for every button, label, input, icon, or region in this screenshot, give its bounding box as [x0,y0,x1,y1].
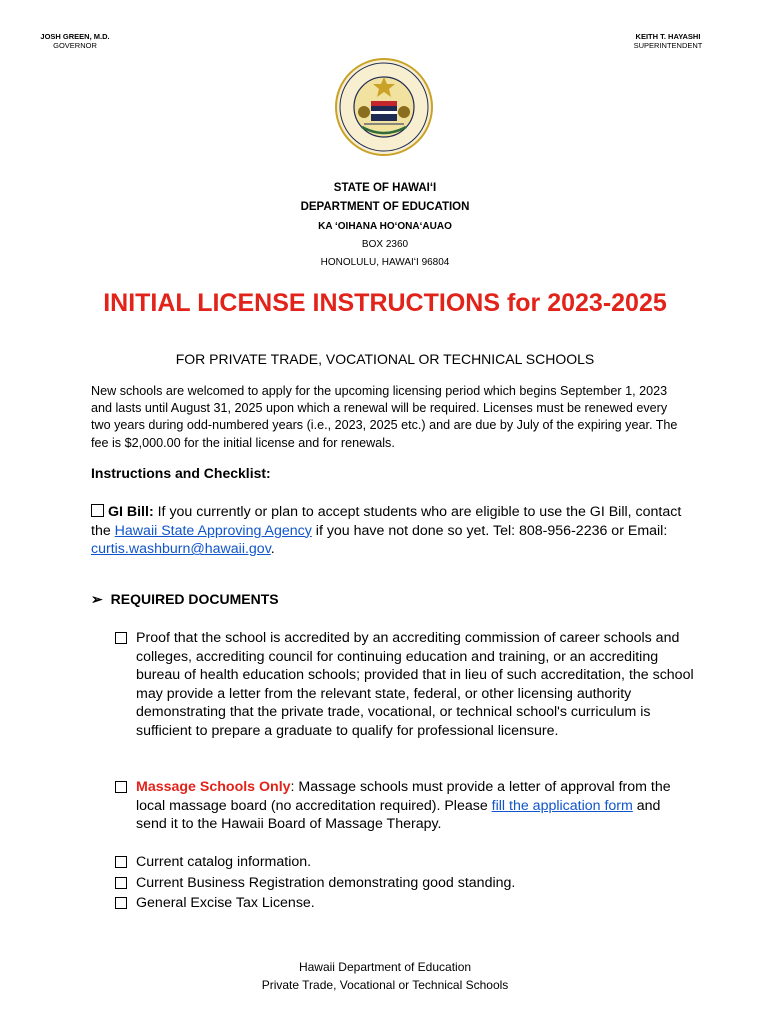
governor-name: JOSH GREEN, M.D. [40,32,110,41]
tax-license-text: General Excise Tax License. [136,895,315,911]
approving-agency-link[interactable]: Hawaii State Approving Agency [114,522,312,539]
accreditation-item [115,629,695,741]
massage-checkbox[interactable] [115,781,127,793]
department-hawaiian-name: KA ʻOIHANA HOʻONAʻAUAO [318,221,452,232]
catalog-item [115,853,695,872]
accreditation-checkbox[interactable] [115,632,127,644]
massage-label: Massage Schools Only [136,779,291,795]
business-registration-text: Current Business Registration demonstrating good standing. [136,875,516,891]
catalog-text: Current catalog information. [136,854,312,870]
required-documents-heading [91,591,279,608]
gi-bill-end: . [270,541,275,558]
required-documents-label: REQUIRED DOCUMENTS [110,591,279,607]
email-link[interactable]: curtis.washburn@hawaii.gov [91,541,271,558]
superintendent-name: KEITH T. HAYASHI [635,32,701,41]
superintendent-block [622,32,714,50]
catalog-checkbox[interactable] [115,856,127,868]
superintendent-title: SUPERINTENDENT [633,41,703,50]
page-title: INITIAL LICENSE INSTRUCTIONS for 2023-2025 [103,289,667,317]
gi-bill-label: GI Bill: [107,504,154,520]
accreditation-text: Proof that the school is accredited by an accrediting commission of career schools and colleges, accrediting council for continuing education and training, or an accrediting bureau of health education schools; provided that in lieu of such accreditation, the school may provide a letter from the relevant state, federal, or other licensing authority demonstrating that the private trade, vocational, or technical school's curriculum is sufficient to prepare a graduate to qualify for professional licensure. [136,630,694,739]
arrow-bullet-icon: ➢ [91,591,103,607]
state-name: STATE OF HAWAIʻI [333,182,437,194]
state-seal-icon [334,57,434,157]
footer-line-2: Private Trade, Vocational or Technical Schools [261,978,509,992]
gi-bill-item [91,503,691,559]
business-registration-checkbox[interactable] [115,877,127,889]
massage-text [136,778,695,834]
department-name: DEPARTMENT OF EDUCATION [300,201,470,213]
gi-bill-text: If you currently or plan to accept students who are eligible to use the GI Bill, contact the [91,504,682,539]
tax-license-checkbox[interactable] [115,897,127,909]
application-form-link[interactable]: fill the application form [491,797,633,814]
gi-bill-contact: if you have not done so yet. Tel: 808-956-2236 or Email: [311,522,668,539]
business-registration-item [115,874,695,893]
page-subtitle: FOR PRIVATE TRADE, VOCATIONAL OR TECHNICAL SCHOOLS [175,351,595,367]
governor-title: GOVERNOR [53,41,97,50]
massage-description-end: and send it to the Hawaii Board of Massage Therapy. [136,797,661,833]
city-address: HONOLULU, HAWAIʻI 96804 [320,257,450,268]
governor-block [35,32,115,50]
checklist-heading: Instructions and Checklist: [91,465,271,481]
massage-item [115,778,695,834]
tax-license-item [115,894,695,913]
po-box: BOX 2360 [361,239,409,250]
intro-paragraph: New schools are welcomed to apply for the upcoming licensing period which begins September 1, 2023 and lasts until August 31, 2025 upon which a renewal will be required. Licenses must be renewed every two years during odd-numbered years (i.e., 2023, 2025 etc.) and are due by July of the expiring year. The fee is $2,000.00 for the initial license and for renewals. [91,384,678,450]
gi-bill-checkbox[interactable] [91,504,104,517]
footer-line-1: Hawaii Department of Education [298,960,472,974]
massage-description: : Massage schools must provide a letter of approval from the local massage board (no accreditation required). Please [136,779,671,814]
